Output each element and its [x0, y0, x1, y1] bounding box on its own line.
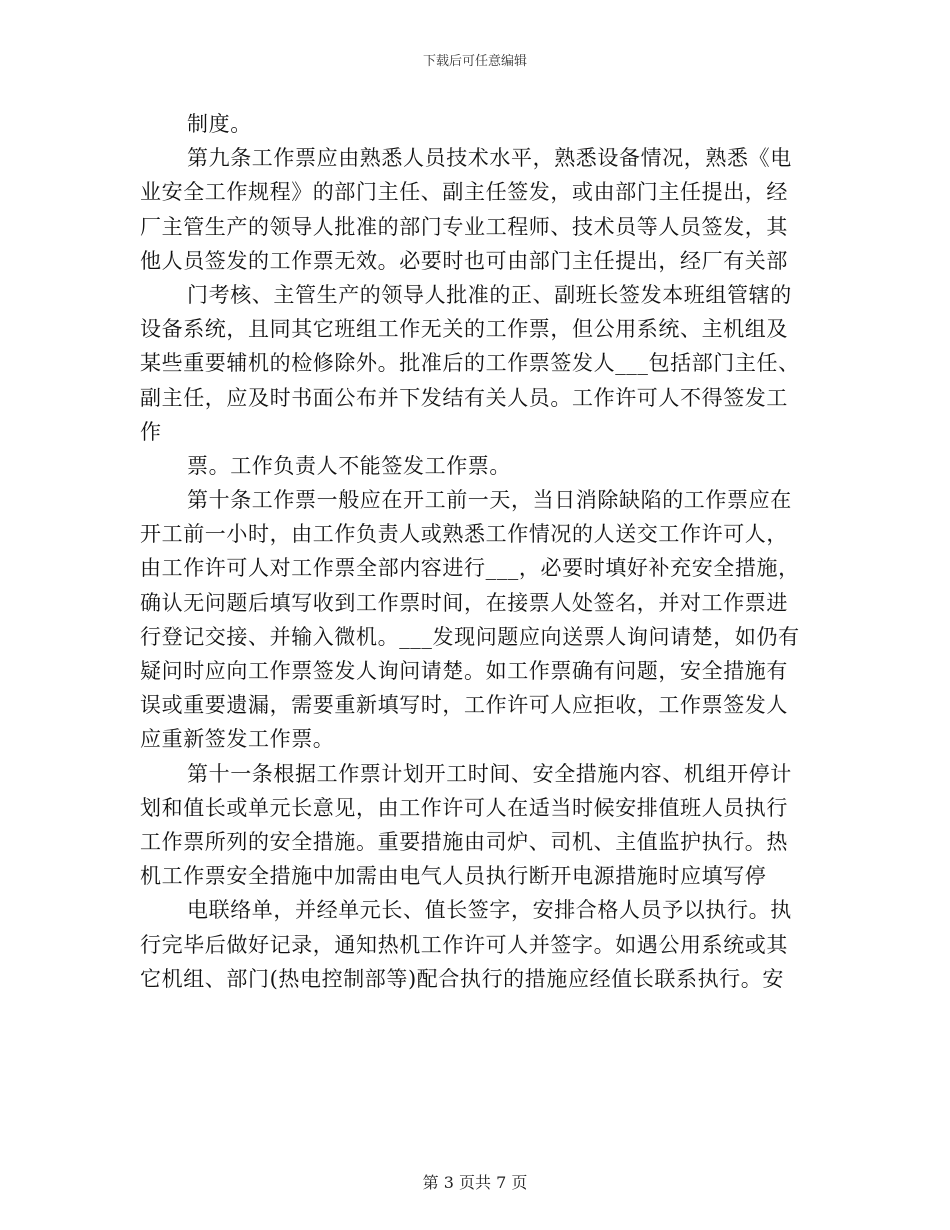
text-line: 开工前一小时，由工作负责人或熟悉工作情况的人送交工作许可人，: [140, 522, 788, 547]
text-line: 机工作票安全措施中加需由电气人员执行断开电源措施时应填写停: [140, 864, 767, 889]
text-line: 电联络单，并经单元长、值长签字，安排合格人员予以执行。执: [187, 898, 792, 923]
text-line: 制度。: [187, 112, 252, 136]
text-line: 疑问时应向工作票签发人询问请楚。如工作票确有问题，安全措施有: [140, 659, 788, 683]
text-line: 第九条工作票应由熟悉人员技术水平，熟悉设备情况，熟悉《电: [187, 146, 792, 171]
text-line: 确认无问题后填写收到工作票时间，在接票人处签名，并对工作票进: [140, 590, 788, 615]
text-line: 行登记交接、并输入微机。___发现问题应向送票人询问请楚，如仍有: [140, 624, 800, 649]
text-line: 设备系统，且同其它班组工作无关的工作票，但公用系统、主机组及: [140, 317, 788, 342]
text-line: 行完毕后做好记录，通知热机工作许可人并签字。如遇公用系统或其: [140, 932, 788, 957]
text-line: 他人员签发的工作票无效。必要时也可由部门主任提出，经厂有关部: [140, 248, 788, 273]
text-line: 误或重要遗漏，需要重新填写时，工作许可人应拒收，工作票签发人: [140, 693, 788, 718]
text-line: 它机组、部门(热电控制部等)配合执行的措施应经值长联系执行。安: [140, 966, 784, 991]
text-line: 作: [140, 419, 162, 444]
text-line: 某些重要辅机的检修除外。批准后的工作票签发人___包括部门主任、: [140, 351, 800, 376]
text-line: 工作票所列的安全措施。重要措施由司炉、司机、主值监护执行。热: [140, 829, 788, 854]
text-line: 业安全工作规程》的部门主任、副主任签发，或由部门主任提出，经: [140, 180, 788, 205]
text-line: 副主任，应及时书面公布并下发结有关人员。工作许可人不得签发工: [140, 385, 788, 410]
page-header-note: 下载后可任意编辑: [422, 54, 527, 69]
text-line: 由工作许可人对工作票全部内容进行___，必要时填好补充安全措施，: [140, 556, 800, 581]
text-line: 应重新签发工作票。: [140, 727, 335, 752]
page-number: 第 3 页共 7 页: [422, 1173, 528, 1192]
text-line: 第十条工作票一般应在开工前一天，当日消除缺陷的工作票应在: [187, 488, 792, 513]
text-line: 第十一条根据工作票计划开工时间、安全措施内容、机组开停计: [187, 761, 792, 786]
text-line: 厂主管生产的领导人批准的部门专业工程师、技术员等人员签发，其: [140, 214, 788, 239]
text-line: 票。工作负责人不能签发工作票。: [187, 453, 511, 478]
text-line: 划和值长或单元长意见，由工作许可人在适当时候安排值班人员执行: [140, 795, 788, 820]
document-body: [140, 107, 810, 996]
text-line: 门考核、主管生产的领导人批准的正、副班长签发本班组管辖的: [187, 282, 792, 307]
